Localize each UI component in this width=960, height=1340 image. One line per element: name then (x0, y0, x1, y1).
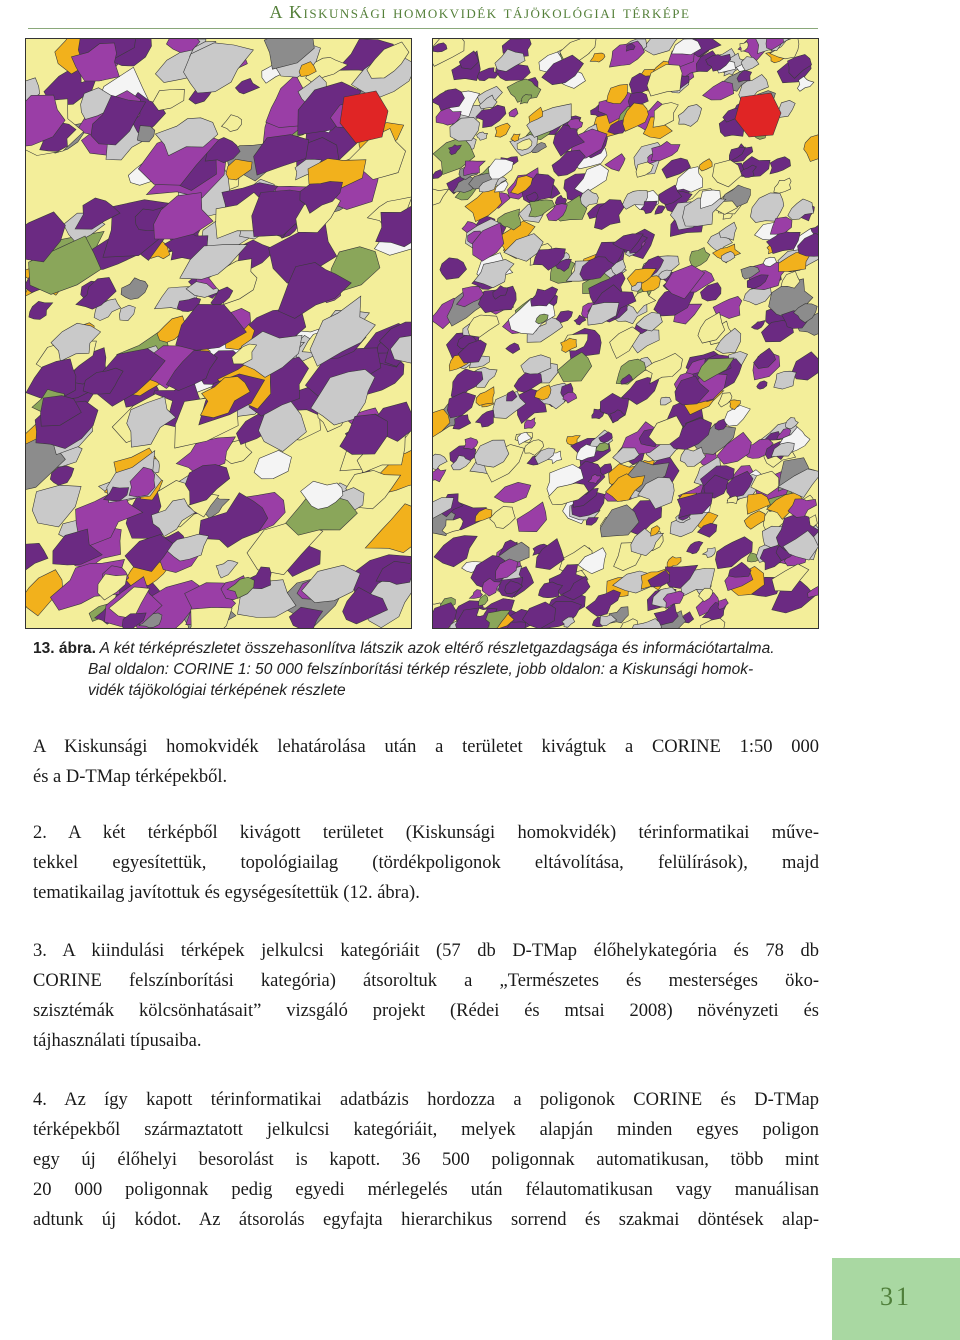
header-divider (28, 28, 818, 29)
dtmap-map-graphic (433, 39, 818, 628)
running-header-title: A Kiskunsági homokvidék tájökológiai térképe (269, 2, 691, 22)
caption-text-1: A két térképrészletet összehasonlítva látszik azok eltérő részletgazdagsága és információtartalma. (99, 640, 775, 657)
land-cover-patch (185, 607, 232, 628)
paragraph-line: egy új élőhelyi besorolást is kapott. 36 500 poligonnak automatikusan, több mint (33, 1150, 819, 1170)
paragraph-line: és a D-TMap térképekből. (33, 767, 228, 787)
dtmap-map-excerpt (432, 38, 819, 629)
paragraph-line: 2. A két térképből kivágott területet (Kiskunsági homokvidék) térinformatikai műve- (33, 823, 819, 843)
paragraph-2 (33, 818, 819, 908)
paragraph-line: szisztémák kölcsönhatásait” vizsgáló projekt (Rédei és mtsai 2008) növényzeti és (33, 1001, 819, 1021)
corine-map-graphic (26, 39, 411, 628)
page-number: 31 (880, 1282, 912, 1311)
caption-line-2: Bal oldalon: CORINE 1: 50 000 felszínborítási térkép részlete, jobb oldalon: a Kiskunsági homok- (88, 661, 754, 678)
corine-map-excerpt (25, 38, 412, 629)
paragraph-4 (33, 1085, 819, 1235)
paragraph-3 (33, 936, 819, 1056)
paragraph-1 (33, 732, 819, 792)
paragraph-line: tájhasználati típusaiba. (33, 1031, 202, 1051)
paragraph-line: 20 000 poligonnak pedig egyedi mérlegelés után félautomatikusan vagy manuálisan (33, 1180, 819, 1200)
paragraph-line: 3. A kiindulási térképek jelkulcsi kategóriáit (57 db D-TMap élőhelykategória és 78 db (33, 941, 819, 961)
caption-line-3: vidék tájökológiai térképének részlete (88, 682, 346, 699)
paragraph-line: 4. Az így kapott térinformatikai adatbázis hordozza a poligonok CORINE és D-TMap (33, 1090, 819, 1110)
paragraph-line: CORINE felszínborítási kategória) átsoroltuk a „Természetes és mesterséges öko- (33, 971, 819, 991)
paragraph-line: tematikailag javítottuk és egységesítettük (12. ábra). (33, 883, 420, 903)
caption-line-1 (33, 638, 775, 659)
page-number-box (832, 1258, 960, 1340)
paragraph-line: adtunk új kódot. Az átsorolás egyfajta hierarchikus sorrend és szakmai döntések alap- (33, 1210, 819, 1230)
paragraph-line: térképekből származtatott jelkulcsi kategóriáit, melyek alapján minden egyes poligon (33, 1120, 819, 1140)
paragraph-line: A Kiskunsági homokvidék lehatárolása után a területet kivágtuk a CORINE 1:50 000 (33, 737, 819, 757)
figure-label: 13. ábra. (33, 640, 96, 657)
paragraph-line: tekkel egyesítettük, topológiailag (tördékpoligonok eltávolítása, felülírások), majd (33, 853, 819, 873)
